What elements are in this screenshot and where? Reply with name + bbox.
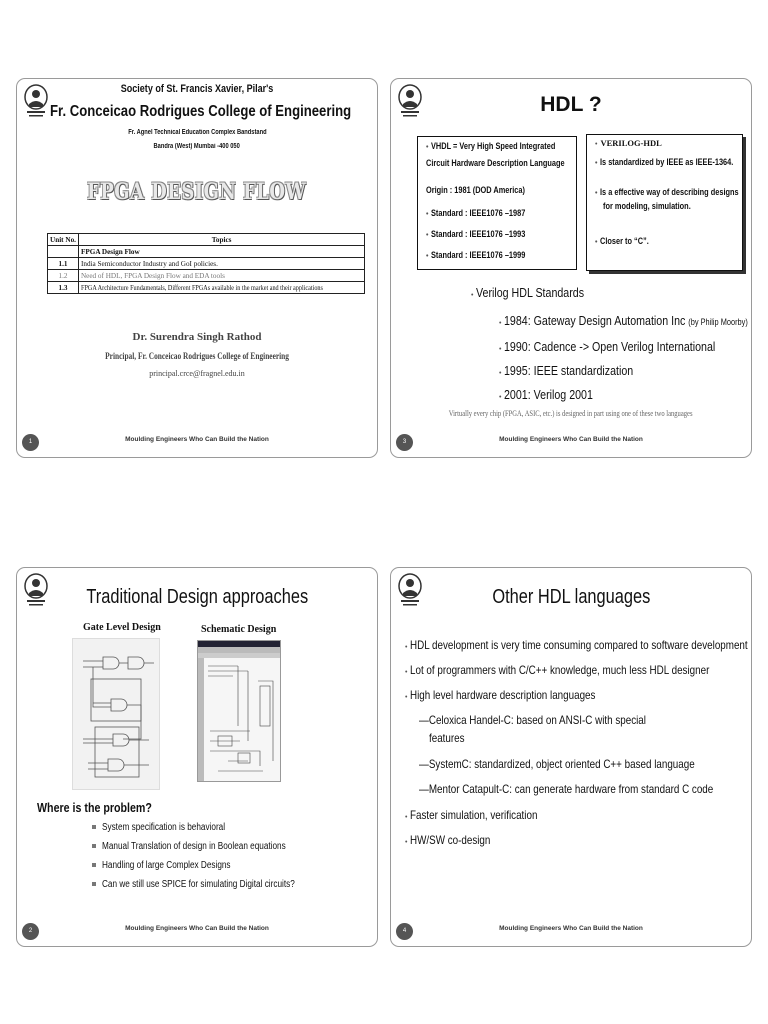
unit-topic: FPGA Architecture Fundamentals, Different FPGAs available in the market and their applications — [78, 282, 364, 294]
society-name: Society of St. Francis Xavier, Pilar's — [120, 83, 274, 95]
problem-heading: Where is the problem? — [37, 800, 152, 815]
slide-2 — [16, 567, 378, 947]
presentation-title: FPGA DESIGN FLOW — [87, 179, 307, 205]
verilog-line: • Closer to “C”. — [595, 236, 650, 246]
table-row — [48, 282, 365, 294]
list-item: • Verilog HDL Standards — [471, 285, 585, 300]
table-header-row — [48, 234, 365, 246]
unit-topic: Need of HDL, FPGA Design Flow and EDA tools — [78, 270, 364, 282]
slide-footer: Moulding Engineers Who Can Build the Nation — [125, 925, 269, 932]
list-item: Manual Translation of design in Boolean equations — [92, 841, 326, 852]
author-affiliation: Principal, Fr. Conceicao Rodrigues College of Engineering — [105, 351, 289, 361]
table-row — [48, 246, 365, 258]
author-email: principal.crce@fragnel.edu.in — [149, 369, 245, 378]
address-line-1: Fr. Agnel Technical Education Complex Bandstand — [127, 129, 267, 136]
slide-footer: Moulding Engineers Who Can Build the Nation — [499, 436, 643, 443]
list-item: —SystemC: standardized, object oriented C++ based language — [419, 757, 695, 771]
vhdl-line: • Standard : IEEE1076 –1987 — [426, 208, 526, 218]
page-number: 2 — [22, 923, 39, 940]
list-item: • 1984: Gateway Design Automation Inc (by Philip Moorby) — [499, 313, 749, 328]
verilog-line: for modeling, simulation. — [603, 201, 691, 211]
list-item: Handling of large Complex Designs — [92, 860, 259, 871]
table-row — [48, 270, 365, 282]
vhdl-box — [417, 136, 577, 270]
footnote: Virtually every chip (FPGA, ASIC, etc.) is designed in part using one of these two languages — [449, 409, 693, 418]
address-line-2: Bandra (West) Mumbai -400 050 — [153, 143, 241, 150]
list-item: • 2001: Verilog 2001 — [499, 387, 594, 402]
list-item: • Lot of programmers with C/C++ knowledge, much less HDL designer — [405, 663, 710, 677]
slide-title: Traditional Design approaches — [86, 586, 308, 608]
list-item: • Faster simulation, verification — [405, 808, 538, 822]
slide-title: HDL ? — [540, 93, 602, 116]
schematic-caption: Schematic Design — [201, 624, 277, 635]
list-item: • 1990: Cadence -> Open Verilog International — [499, 339, 716, 354]
list-item: —Celoxica Handel-C: based on ANSI-C with special — [419, 713, 646, 727]
list-item: • 1995: IEEE standardization — [499, 363, 634, 378]
gate-level-diagram-image — [72, 638, 160, 790]
list-item: System specification is behavioral — [92, 822, 252, 833]
slide-footer: Moulding Engineers Who Can Build the Nation — [499, 925, 643, 932]
vhdl-line: • VHDL = Very High Speed Integrated — [426, 141, 556, 151]
schematic-design-screenshot-image — [197, 640, 281, 782]
verilog-line: • VERILOG-HDL — [595, 138, 662, 148]
author-name: Dr. Surendra Singh Rathod — [132, 331, 262, 343]
slide-title: Other HDL languages — [491, 586, 651, 608]
slide-4 — [390, 567, 752, 947]
page-number: 3 — [396, 434, 413, 451]
list-item: —Mentor Catapult-C: can generate hardware from standard C code — [419, 782, 714, 796]
verilog-line: • Is a effective way of describing designs — [595, 187, 740, 197]
unit-number: 1.1 — [48, 258, 79, 270]
list-item: features — [429, 731, 465, 745]
list-item: • HDL development is very time consuming compared to software development — [405, 638, 749, 652]
column-header: Unit No. — [48, 234, 79, 246]
list-item: • HW/SW co-design — [405, 833, 491, 847]
unit-topic: India Semiconductor Industry and GoI policies. — [78, 258, 364, 270]
college-name: Fr. Conceicao Rodrigues College of Engineering — [50, 103, 352, 120]
verilog-box — [586, 134, 743, 271]
list-item: Can we still use SPICE for simulating Digital circuits? — [92, 879, 337, 890]
verilog-line: • Is standardized by IEEE as IEEE-1364. — [595, 157, 734, 167]
unit-number: 1.2 — [48, 270, 79, 282]
table-row — [48, 258, 365, 270]
page-number: 4 — [396, 923, 413, 940]
list-item: • High level hardware description languages — [405, 688, 596, 702]
vhdl-line: • Standard : IEEE1076 –1999 — [426, 250, 526, 260]
page-number: 1 — [22, 434, 39, 451]
gate-level-caption: Gate Level Design — [83, 622, 161, 633]
column-header: Topics — [78, 234, 364, 246]
table-heading: FPGA Design Flow — [78, 246, 364, 258]
slide-footer: Moulding Engineers Who Can Build the Nation — [125, 436, 269, 443]
units-table — [47, 233, 365, 294]
vhdl-line: Origin : 1981 (DOD America) — [426, 185, 525, 195]
unit-number: 1.3 — [48, 282, 79, 294]
slide-1 — [16, 78, 378, 458]
vhdl-line: Circuit Hardware Description Language — [426, 158, 565, 168]
slide-3 — [390, 78, 752, 458]
vhdl-line: • Standard : IEEE1076 –1993 — [426, 229, 526, 239]
